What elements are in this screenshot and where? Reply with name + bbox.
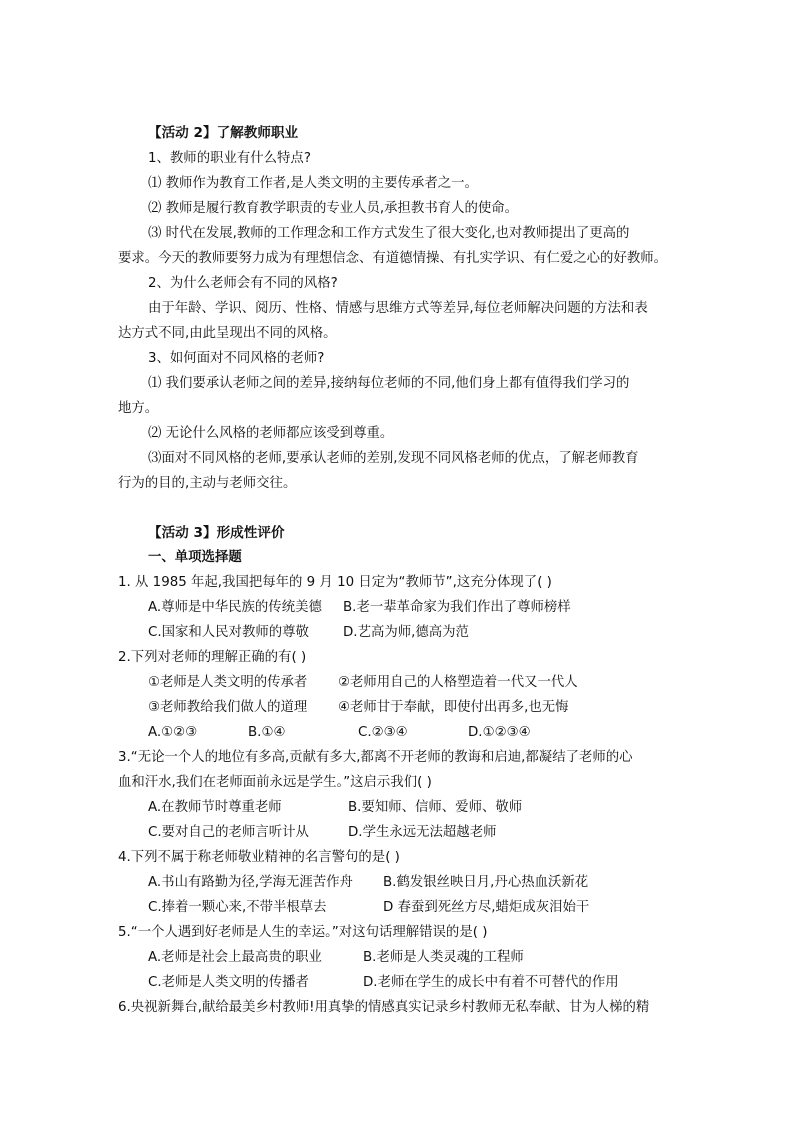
mcq-5-option-c: C.老师是人类文明的传播者	[148, 975, 309, 990]
answer-3-3-line2: 行为的目的,主动与老师交往。	[118, 476, 297, 491]
mcq-1-option-b: B.老一辈革命家为我们作出了尊师榜样	[343, 600, 571, 615]
mcq-2-stem: 2.下列对老师的理解正确的有( )	[118, 650, 307, 665]
mcq-5-option-b: B.老师是人类灵魂的工程师	[363, 950, 524, 965]
answer-3-1-line2: 地方。	[118, 401, 159, 416]
mcq-3-stem-line2: 血和汗水,我们在老师面前永远是学生。”这启示我们( )	[118, 775, 432, 790]
mcq-5-stem: 5.“一个人遇到好老师是人生的幸运。”对这句话理解错误的是( )	[118, 925, 488, 940]
answer-3-3-line1: ⑶面对不同风格的老师,要承认老师的差别,发现不同风格老师的优点，了解老师教育	[148, 451, 639, 466]
mcq-2-statement-1: ①老师是人类文明的传承者	[148, 675, 308, 690]
mcq-1-option-d: D.艺高为师,德高为范	[343, 625, 469, 640]
question-1: 1、教师的职业有什么特点?	[148, 151, 311, 166]
question-3: 3、如何面对不同风格的老师?	[148, 351, 325, 366]
answer-2-line1: 由于年龄、学识、阅历、性格、情感与思维方式等差异,每位老师解决问题的方法和表	[148, 301, 648, 316]
mcq-3-stem-line1: 3.“无论一个人的地位有多高,贡献有多大,都离不开老师的教诲和启迪,都凝结了老师的心	[118, 750, 633, 765]
mcq-2-option-b: B.①④	[248, 725, 286, 740]
activity3-title: 【活动 3】形成性评价	[148, 525, 285, 541]
mcq-3-option-d: D.学生永远无法超越老师	[348, 825, 497, 840]
answer-1-3-line2: 要求。今天的教师要努力成为有理想信念、有道德情操、有扎实学识、有仁爱之心的好教师。	[118, 251, 668, 266]
mcq-2-statement-2: ②老师用自己的人格塑造着一代又一代人	[338, 675, 578, 690]
mcq-4-option-d: D 春蚕到死丝方尽,蜡炬成灰泪始干	[383, 900, 590, 915]
mcq-2-statement-3: ③老师教给我们做人的道理	[148, 700, 308, 715]
mcq-1-stem: 1. 从 1985 年起,我国把每年的 9 月 10 日定为“教师节”,这充分体现了( )	[118, 575, 552, 590]
answer-3-1-line1: ⑴ 我们要承认老师之间的差异,接纳每位老师的不同,他们身上都有值得我们学习的	[148, 376, 630, 391]
mcq-5-option-a: A.老师是社会上最高贵的职业	[148, 950, 322, 965]
mcq-2-statement-4: ④老师甘于奉献，即使付出再多,也无悔	[338, 700, 569, 715]
mcq-5-option-d: D.老师在学生的成长中有着不可替代的作用	[363, 975, 619, 990]
mcq-2-option-d: D.①②③④	[468, 725, 531, 740]
mcq-3-option-c: C.要对自己的老师言听计从	[148, 825, 309, 840]
answer-1-2: ⑵ 教师是履行教育教学职责的专业人员,承担教书育人的使命。	[148, 201, 519, 216]
mcq-4-option-c: C.捧着一颗心来,不带半根草去	[148, 900, 327, 915]
answer-1-3-line1: ⑶ 时代在发展,教师的工作理念和工作方式发生了很大变化,也对教师提出了更高的	[148, 226, 630, 241]
mcq-3-option-a: A.在教师节时尊重老师	[148, 800, 282, 815]
mcq-2-option-a: A.①②③	[148, 725, 198, 740]
mcq-3-option-b: B.要知师、信师、爱师、敬师	[348, 800, 523, 815]
mcq-4-stem: 4.下列不属于称老师敬业精神的名言警句的是( )	[118, 850, 400, 865]
answer-1-1: ⑴ 教师作为教育工作者,是人类文明的主要传承者之一。	[148, 176, 478, 191]
answer-2-line2: 达方式不同,由此呈现出不同的风格。	[118, 326, 337, 341]
mcq-4-option-a: A.书山有路勤为径,学海无涯苦作舟	[148, 875, 353, 890]
mcq-4-option-b: B.鹤发银丝映日月,丹心热血沃新花	[383, 875, 589, 890]
section-title-single-choice: 一、单项选择题	[148, 550, 242, 565]
activity2-title: 【活动 2】了解教师职业	[148, 125, 299, 141]
mcq-6-stem-line1: 6.央视新舞台,献给最美乡村教师!用真挚的情感真实记录乡村教师无私奉献、甘为人梯的精	[118, 1000, 650, 1015]
answer-3-2: ⑵ 无论什么风格的老师都应该受到尊重。	[148, 426, 394, 441]
mcq-1-option-a: A.尊师是中华民族的传统美德	[148, 600, 322, 615]
mcq-1-option-c: C.国家和人民对教师的尊敬	[148, 625, 309, 640]
question-2: 2、为什么老师会有不同的风格?	[148, 276, 338, 291]
mcq-2-option-c: C.②③④	[358, 725, 408, 740]
